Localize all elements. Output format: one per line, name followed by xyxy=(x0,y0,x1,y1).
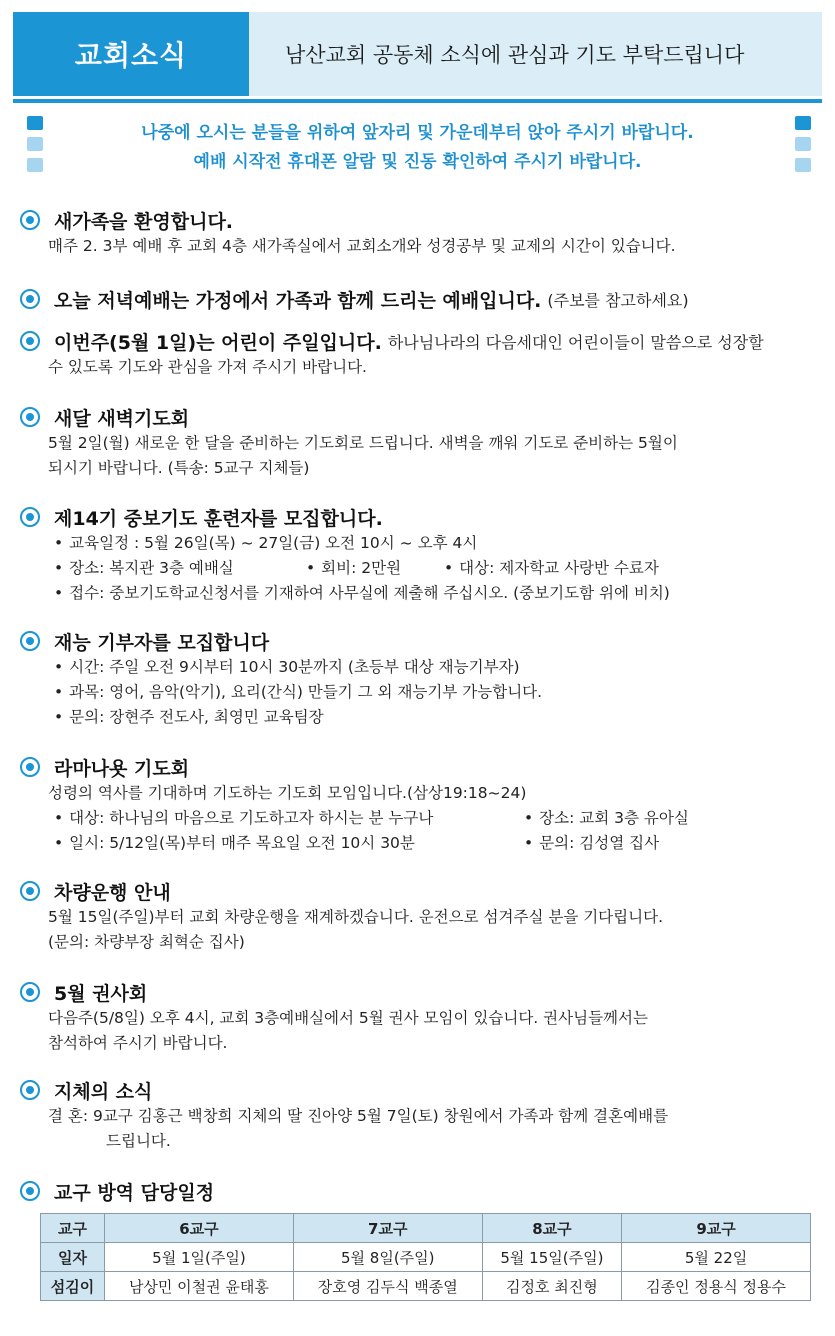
list-item: • 대상: 하나님의 마음으로 기도하고자 하시는 분 누구나 • 장소: 교회 3층 유아실 xyxy=(54,809,689,827)
notice-line-2: 예배 시작전 휴대폰 알람 및 진동 확인하여 주시기 바랍니다. xyxy=(193,152,642,172)
circle-bullet-icon xyxy=(20,631,40,651)
table-row xyxy=(41,1243,811,1272)
section-text: 매주 2. 3부 예배 후 교회 4층 새가족실에서 교회소개와 성경공부 및 교제의 시간이 있습니다. xyxy=(48,237,676,255)
square-decoration-icon xyxy=(795,116,811,130)
list-item: • 장소: 복지관 3층 예배실 • 회비: 2만원 • 대상: 제자학교 사랑반 수료자 xyxy=(54,559,659,577)
section-title: 교구 방역 담당일정 xyxy=(54,1181,215,1204)
section-new-family xyxy=(20,206,820,259)
section-title: 새달 새벽기도회 xyxy=(54,407,190,430)
section-ramanayot-prayer xyxy=(20,753,820,856)
table-cell: 김정호 최진형 xyxy=(482,1272,621,1301)
list-item: • 시간: 주일 오전 9시부터 10시 30분까지 (초등부 대상 재능기부자) xyxy=(54,658,520,676)
header-divider xyxy=(13,99,822,103)
table-header-row xyxy=(41,1214,811,1243)
list-item: • 접수: 중보기도학교신청서를 기재하여 사무실에 제출해 주십시오. (중보기도함 위에 비치) xyxy=(54,584,670,602)
table-header-cell: 6교구 xyxy=(105,1214,294,1243)
table-cell: 5월 15일(주일) xyxy=(482,1243,621,1272)
header-subtitle: 남산교회 공동체 소식에 관심과 기도 부탁드립니다 xyxy=(285,43,745,67)
table-cell: 5월 22일 xyxy=(622,1243,811,1272)
circle-bullet-icon xyxy=(20,407,40,427)
table-cell: 5월 8일(주일) xyxy=(293,1243,482,1272)
circle-bullet-icon xyxy=(20,1181,40,1201)
section-disinfection-schedule xyxy=(20,1177,820,1205)
table-header-cell: 8교구 xyxy=(482,1214,621,1243)
table-cell: 5월 1일(주일) xyxy=(105,1243,294,1272)
section-text: 다음주(5/8일) 오후 4시, 교회 3층예배실에서 5월 권사 모임이 있습니다. 권사님들께서는 xyxy=(48,1009,648,1027)
section-talent-donors xyxy=(20,627,820,730)
list-item: • 교육일정 : 5월 26일(목) ~ 27일(금) 오전 10시 ~ 오후 4시 xyxy=(54,534,478,552)
square-decoration-icon xyxy=(27,137,43,151)
section-title: 제14기 중보기도 훈련자를 모집합니다. xyxy=(54,507,383,530)
header-bar xyxy=(13,12,822,96)
circle-bullet-icon xyxy=(20,1080,40,1100)
table-row-header: 섬김이 xyxy=(41,1272,105,1301)
section-title: 이번주(5월 1일)는 어린이 주일입니다. xyxy=(54,331,382,354)
table-header-cell: 9교구 xyxy=(622,1214,811,1243)
circle-bullet-icon xyxy=(20,881,40,901)
section-vehicle-service xyxy=(20,877,820,955)
section-title: 오늘 저녁예배는 가정에서 가족과 함께 드리는 예배입니다. xyxy=(54,289,542,312)
square-decoration-icon xyxy=(27,158,43,172)
list-item: • 문의: 장현주 전도사, 최영민 교육팀장 xyxy=(54,708,324,726)
section-text: 5월 2일(월) 새로운 한 달을 준비하는 기도회로 드립니다. 새벽을 깨워 기도로 준비하는 5월이 xyxy=(48,434,678,452)
table-header-cell: 교구 xyxy=(41,1214,105,1243)
section-text: 5월 15일(주일)부터 교회 차량운행을 재계하겠습니다. 운전으로 섬겨주실 분을 기다립니다. xyxy=(48,908,664,926)
section-title: 차량운행 안내 xyxy=(54,881,171,904)
section-deaconess-meeting xyxy=(20,978,820,1056)
section-dawn-prayer xyxy=(20,403,820,481)
section-text: (문의: 차량부장 최혁순 집사) xyxy=(48,933,245,951)
table-cell: 남상민 이철권 윤태홍 xyxy=(105,1272,294,1301)
section-title: 라마나욧 기도회 xyxy=(54,757,190,780)
section-note: 하나님나라의 다음세대인 어린이들이 말씀으로 성장할 xyxy=(387,332,764,352)
table-row xyxy=(41,1272,811,1301)
circle-bullet-icon xyxy=(20,331,40,351)
section-intercessor-training xyxy=(20,503,820,606)
square-decoration-icon xyxy=(27,116,43,130)
section-text: 결 혼: 9교구 김홍근 백창희 지체의 딸 진아양 5월 7일(토) 창원에서 가족과 함께 결혼예배를 xyxy=(48,1107,669,1125)
list-item: • 과목: 영어, 음악(악기), 요리(간식) 만들기 그 외 재능기부 가능합니다. xyxy=(54,683,543,701)
section-text: 수 있도록 기도와 관심을 가져 주시기 바랍니다. xyxy=(48,358,367,376)
section-title: 지체의 소식 xyxy=(54,1080,153,1103)
notice-line-1: 나중에 오시는 분들을 위하여 앞자리 및 가운데부터 앉아 주시기 바랍니다. xyxy=(141,123,694,143)
section-text: 성령의 역사를 기대하며 기도하는 기도회 모임입니다.(삼상19:18~24) xyxy=(48,784,527,802)
section-member-news xyxy=(20,1076,820,1154)
table-row-header: 일자 xyxy=(41,1243,105,1272)
circle-bullet-icon xyxy=(20,507,40,527)
header-tab: 교회소식 xyxy=(13,12,249,96)
square-decoration-icon xyxy=(795,158,811,172)
table-cell: 김종인 정용식 정용수 xyxy=(622,1272,811,1301)
notice-box xyxy=(13,112,822,182)
section-evening-worship xyxy=(20,285,820,313)
table-cell: 장호영 김두식 백종열 xyxy=(293,1272,482,1301)
section-text: 드립니다. xyxy=(106,1132,171,1150)
section-note: (주보를 참고하세요) xyxy=(547,290,689,310)
section-title: 5월 권사회 xyxy=(54,982,148,1005)
section-title: 재능 기부자를 모집합니다 xyxy=(54,631,270,654)
section-childrens-sunday xyxy=(20,327,820,380)
schedule-table xyxy=(40,1213,811,1301)
table-header-cell: 7교구 xyxy=(293,1214,482,1243)
circle-bullet-icon xyxy=(20,210,40,230)
circle-bullet-icon xyxy=(20,757,40,777)
section-title: 새가족을 환영합니다. xyxy=(54,210,234,233)
circle-bullet-icon xyxy=(20,289,40,309)
list-item: • 일시: 5/12일(목)부터 매주 목요일 오전 10시 30분 • 문의: 김성열 집사 xyxy=(54,834,660,852)
circle-bullet-icon xyxy=(20,982,40,1002)
section-text: 참석하여 주시기 바랍니다. xyxy=(48,1034,228,1052)
square-decoration-icon xyxy=(795,137,811,151)
section-text: 되시기 바랍니다. (특송: 5교구 지체들) xyxy=(48,459,310,477)
